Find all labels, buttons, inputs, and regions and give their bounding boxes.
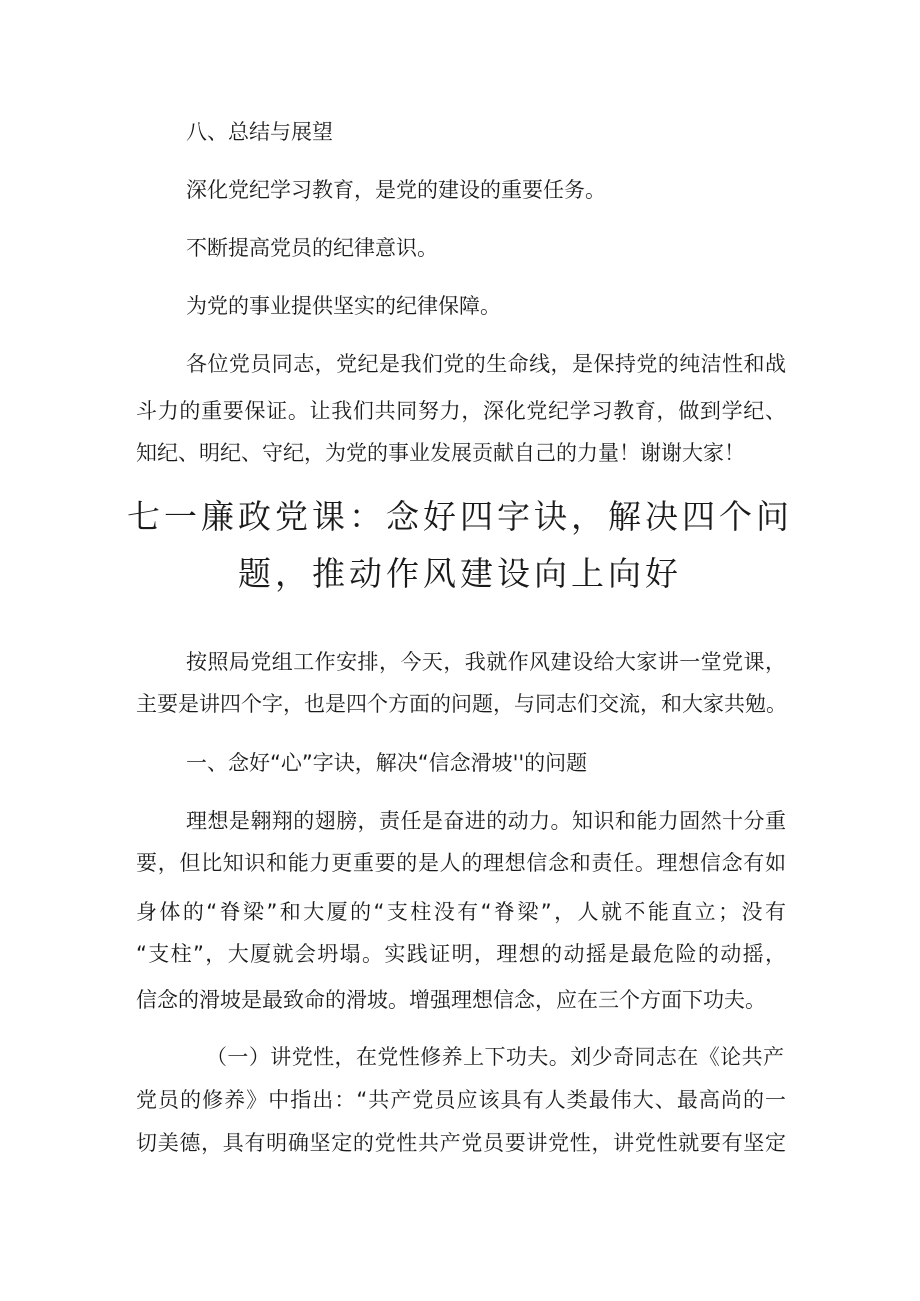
point-one-heading: 一、念好“心”字诀，解决“信念滑坡''的问题	[186, 751, 588, 775]
closing-paragraph-line: 各位党员同志，党纪是我们党的生命线，是保持党的纯洁性和战	[186, 352, 786, 376]
point-one-paragraph-line: 理想是翱翔的翅膀，责任是奋进的动力。知识和能力固然十分重	[186, 809, 786, 833]
sub-point-paragraph-line: 切美德，具有明确坚定的党性共产党员要讲党性，讲党性就要有坚定	[136, 1131, 786, 1155]
point-one-paragraph-line: “支柱”，大厦就会坍塌。实践证明，理想的动摇是最危险的动摇，	[136, 942, 786, 966]
closing-paragraph-line: 斗力的重要保证。让我们共同努力，深化党纪学习教育，做到学纪、	[136, 399, 786, 423]
summary-line: 深化党纪学习教育，是党的建设的重要任务。	[186, 178, 606, 202]
section-heading: 八、总结与展望	[186, 120, 333, 144]
article-title-line: 题，推动作风建设向上向好	[238, 554, 682, 593]
summary-line: 不断提高党员的纪律意识。	[186, 236, 438, 260]
point-one-paragraph-line: 要，但比知识和能力更重要的是人的理想信念和责任。理想信念有如	[136, 851, 786, 875]
summary-line: 为党的事业提供坚实的纪律保障。	[186, 294, 501, 318]
article-title-line: 七一廉政党课：念好四字诀，解决四个问	[127, 497, 793, 536]
sub-point-paragraph-line: （一）讲党性，在党性修养上下功夫。刘少奇同志在《论共产	[206, 1045, 784, 1069]
point-one-paragraph-line: 信念的滑坡是最致命的滑坡。增强理想信念，应在三个方面下功夫。	[136, 988, 766, 1012]
closing-paragraph-line: 知纪、明纪、守纪，为党的事业发展贡献自己的力量！谢谢大家！	[136, 441, 745, 465]
intro-paragraph-line: 按照局党组工作安排，今天，我就作风建设给大家讲一堂党课，	[186, 650, 786, 674]
intro-paragraph-line: 主要是讲四个字，也是四个方面的问题，与同志们交流，和大家共勉。	[136, 692, 787, 716]
point-one-paragraph-line: 身体的“脊梁”和大厦的“支柱没有“脊梁”，人就不能直立；没有	[136, 900, 786, 924]
sub-point-paragraph-line: 党员的修养》中指出：“共产党员应该具有人类最伟大、最高尚的一	[136, 1088, 786, 1112]
